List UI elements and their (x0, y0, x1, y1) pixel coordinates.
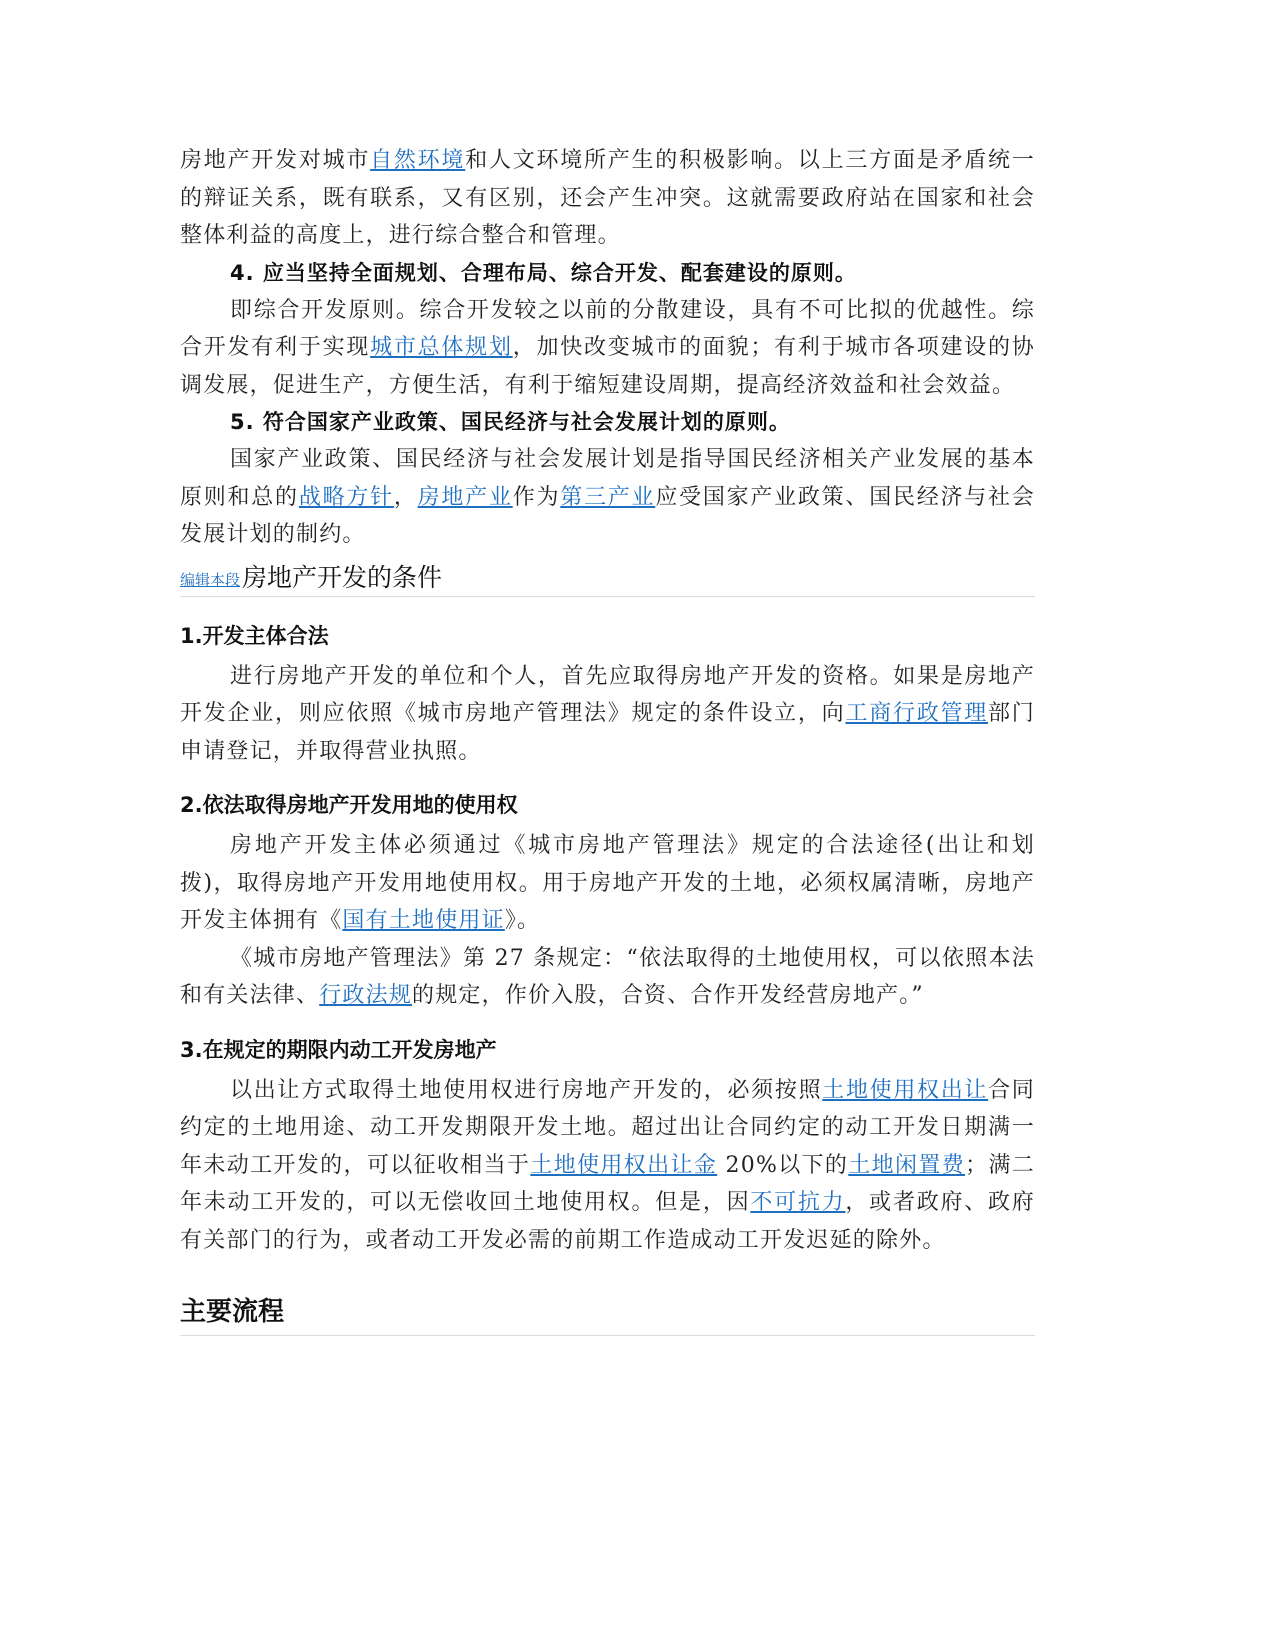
paragraph-article-27 (180, 940, 1035, 1015)
text: 房地产开发对城市 (180, 148, 371, 173)
principle-heading-5: 5. 符合国家产业政策、国民经济与社会发展计划的原则。 (230, 410, 791, 434)
text: 的规定，作价入股，合资、合作开发经营房地产。” (412, 983, 924, 1008)
text: ，加快改变城市的面貌；有利于城市各项建设的协调发展，促进生产，方便生活，有利于缩短建设周期，提高经济效益和社会效益。 (180, 335, 1035, 398)
text: 应受国家产业政策、国民经济与社会发展计划的制约。 (180, 484, 1035, 547)
condition-heading-2: 2.依法取得房地产开发用地的使用权 (180, 793, 518, 817)
condition-heading-3: 3.在规定的期限内动工开发房地产 (180, 1037, 497, 1062)
text: 合同约定的土地用途、动工开发期限开发土地。超过出让合同约定的动工开发日期满一年未动工开发的，可以征收相当于 (180, 1077, 1035, 1178)
link-natural-environment[interactable]: 自然环境 (370, 148, 466, 173)
section-title-main-process: 主要流程 (180, 1291, 1035, 1336)
link-force-majeure[interactable]: 不可抗力 (750, 1190, 846, 1215)
text: ；满二年未动工开发的，可以无偿收回土地使用权。但是，因 (180, 1152, 1035, 1215)
text: 20%以下的 (717, 1152, 849, 1178)
text: 即综合开发原则。综合开发较之以前的分散建设，具有不可比拟的优越性。综合开发有利于实现 (180, 297, 1035, 360)
principle-heading-4: 4. 应当坚持全面规划、合理布局、综合开发、配套建设的原则。 (230, 260, 857, 285)
text: 以出让方式取得土地使用权进行房地产开发的，必须按照 (230, 1077, 823, 1103)
document-page (180, 142, 1035, 1336)
paragraph-industry-policy (180, 441, 1035, 554)
text: ， (393, 484, 418, 510)
section-header-conditions (180, 554, 1035, 597)
link-real-estate-industry[interactable]: 房地产业 (417, 484, 513, 510)
link-land-transfer-fee[interactable]: 土地使用权出让金 (530, 1152, 718, 1178)
text: 国家产业政策、国民经济与社会发展计划是指导国民经济相关产业发展的基本原则和总的 (180, 447, 1035, 510)
section-title: 房地产开发的条件 (242, 562, 443, 592)
text: ，或者政府、政府有关部门的行为，或者动工开发必需的前期工作造成动工开发迟延的除外。 (180, 1190, 1035, 1253)
edit-section-link[interactable]: 编辑本段 (180, 570, 241, 589)
paragraph-condition-1 (180, 658, 1035, 771)
link-land-idle-fee[interactable]: 土地闲置费 (848, 1152, 966, 1178)
text: 和人文环境所产生的积极影响。以上三方面是矛盾统一的辩证关系，既有联系，又有区别，还会产生冲突。这就需要政府站在国家和社会整体利益的高度上，进行综合整合和管理。 (180, 148, 1035, 248)
text: 房地产开发主体必须通过《城市房地产管理法》规定的合法途径(出让和划拨)，取得房地产开发用地使用权。用于房地产开发的土地，必须权属清晰，房地产开发主体拥有《 (180, 833, 1035, 933)
text: 《城市房地产管理法》第 27 条规定：“依法取得的土地使用权，可以依照本法和有关法律、 (180, 945, 1035, 1008)
link-land-use-right-transfer[interactable]: 土地使用权出让 (822, 1077, 989, 1103)
paragraph-condition-2 (180, 827, 1035, 940)
link-urban-master-plan[interactable]: 城市总体规划 (370, 335, 513, 360)
text: 》。 (504, 908, 541, 933)
link-administrative-regulations[interactable]: 行政法规 (319, 983, 413, 1008)
paragraph-comprehensive-development (180, 292, 1035, 405)
link-industry-commerce-admin[interactable]: 工商行政管理 (845, 701, 989, 726)
link-tertiary-industry[interactable]: 第三产业 (560, 484, 656, 510)
condition-heading-1: 1.开发主体合法 (180, 623, 329, 648)
link-strategic-guideline[interactable]: 战略方针 (298, 484, 394, 510)
text: 进行房地产开发的单位和个人，首先应取得房地产开发的资格。如果是房地产开发企业，则应依照《城市房地产管理法》规定的条件设立，向 (180, 663, 1035, 726)
paragraph-condition-3 (180, 1072, 1035, 1260)
paragraph-intro (180, 142, 1035, 255)
text: 作为 (512, 484, 561, 510)
link-state-land-certificate[interactable]: 国有土地使用证 (342, 908, 505, 933)
text: 部门申请登记，并取得营业执照。 (180, 701, 1035, 764)
